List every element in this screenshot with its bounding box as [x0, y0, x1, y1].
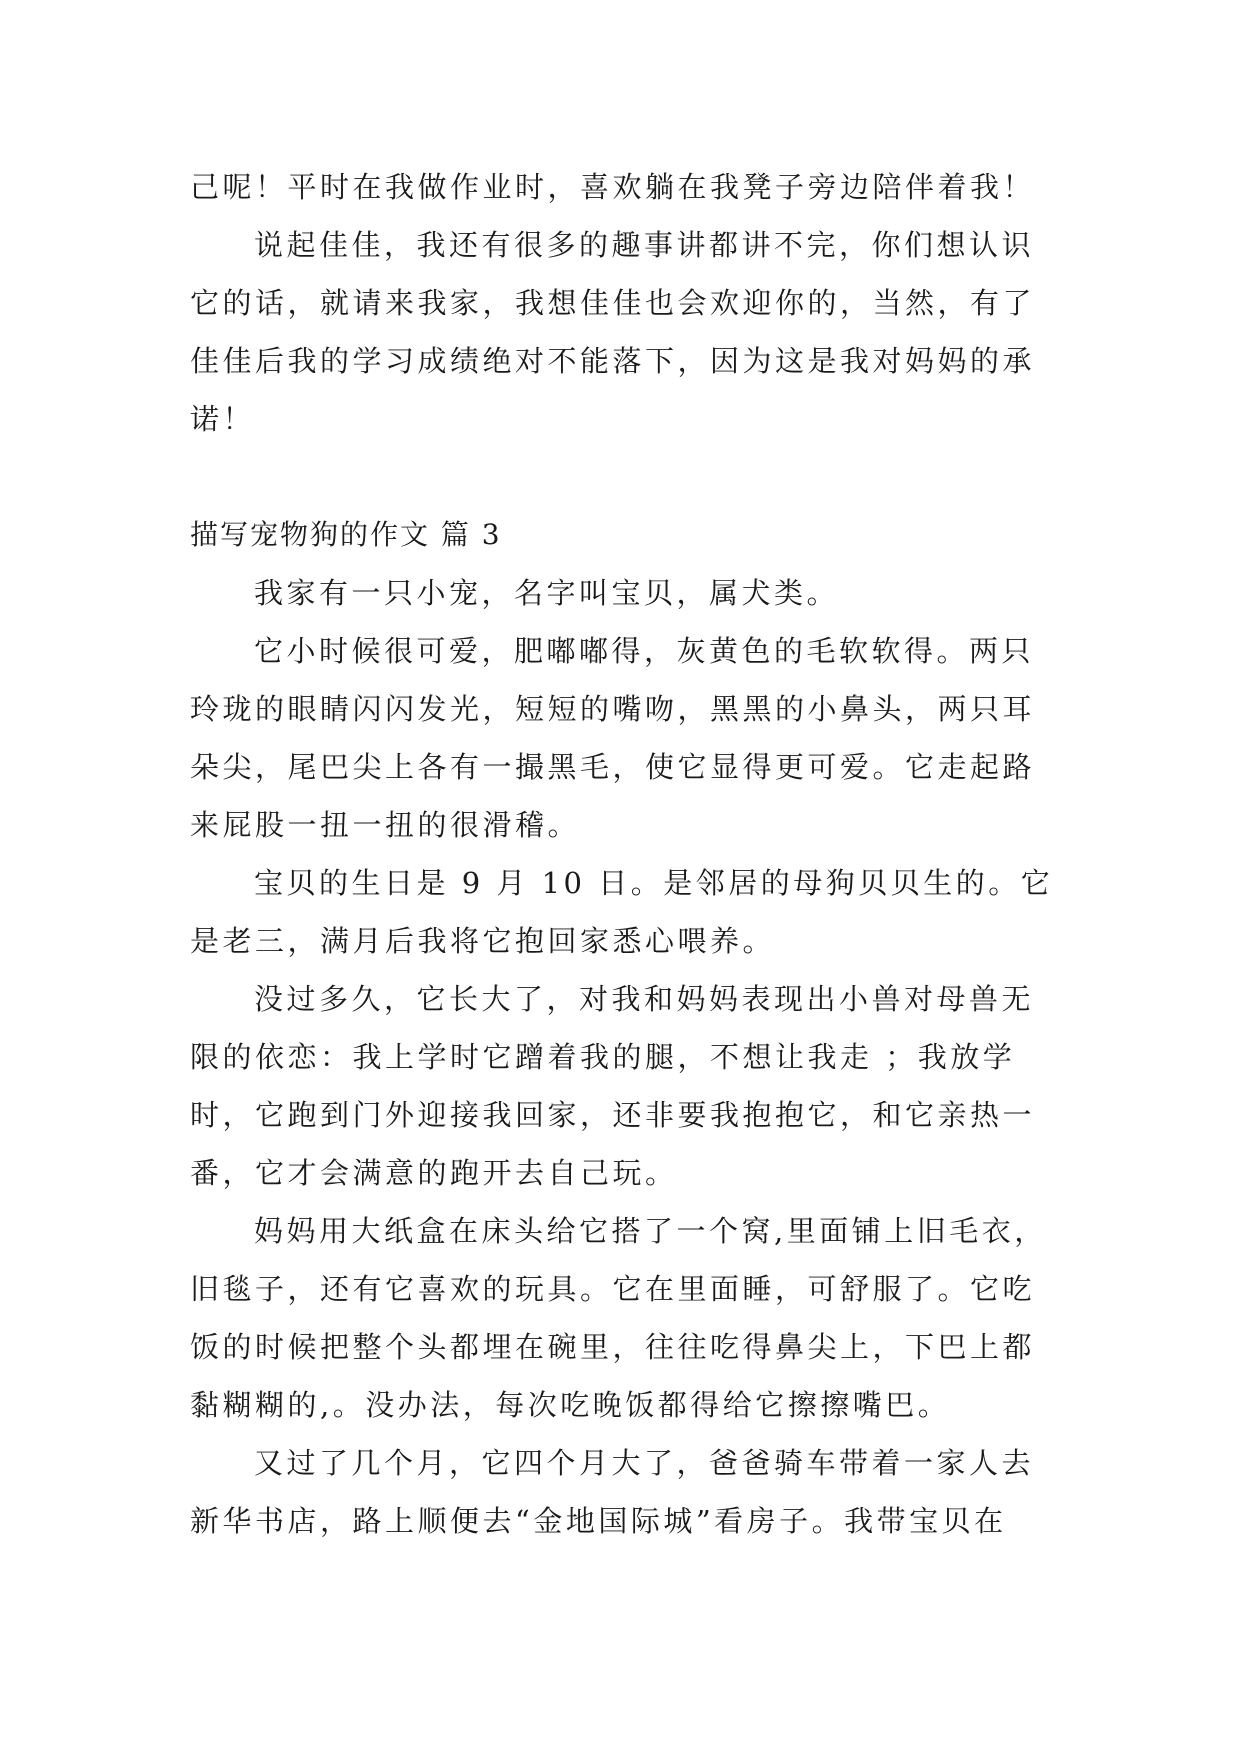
section-title: 描写宠物狗的作文 篇 3 [190, 518, 502, 551]
text-line: 己呢！平时在我做作业时，喜欢躺在我凳子旁边陪伴着我！ [190, 170, 1036, 204]
paragraph-start-line: 说起佳佳，我还有很多的趣事讲都讲不完，你们想认识 [254, 228, 1035, 262]
text-line: 来屁股一扭一扭的很滑稽。 [190, 808, 581, 842]
text-line: 是老三，满月后我将它抱回家悉心喂养。 [190, 924, 776, 958]
paragraph-start-line: 我家有一只小宠，名字叫宝贝，属犬类。 [254, 576, 840, 610]
text-line: 黏糊糊的,。没办法，每次吃晚饭都得给它擦擦嘴巴。 [190, 1388, 951, 1422]
text-line: 时，它跑到门外迎接我回家，还非要我抱抱它，和它亲热一 [190, 1098, 1036, 1132]
text-line: 饭的时候把整个头都埋在碗里，往往吃得鼻尖上，下巴上都 [190, 1330, 1036, 1364]
paragraph-start-line: 妈妈用大纸盒在床头给它搭了一个窝,里面铺上旧毛衣， [254, 1214, 1047, 1248]
text-line: 玲珑的眼睛闪闪发光，短短的嘴吻，黑黑的小鼻头，两只耳 [190, 692, 1036, 726]
text-line: 番，它才会满意的跑开去自己玩。 [190, 1156, 678, 1190]
paragraph-start-line: 又过了几个月，它四个月大了，爸爸骑车带着一家人去 [254, 1446, 1035, 1480]
paragraph-start-line: 宝贝的生日是 9 月 10 日。是邻居的母狗贝贝生的。它 [254, 866, 1054, 900]
text-line: 限的依恋：我上学时它蹭着我的腿，不想让我走 ；我放学 [190, 1040, 1016, 1074]
text-line: 新华书店，路上顺便去“金地国际城”看房子。我带宝贝在 [190, 1504, 1007, 1538]
document-body [190, 158, 1054, 1550]
text-line: 朵尖，尾巴尖上各有一撮黑毛，使它显得更可爱。它走起路 [190, 750, 1036, 784]
paragraph-start-line: 它小时候很可爱，肥嘟嘟得，灰黄色的毛软软得。两只 [254, 634, 1035, 668]
text-line: 旧毯子，还有它喜欢的玩具。它在里面睡，可舒服了。它吃 [190, 1272, 1036, 1306]
paragraph-start-line: 没过多久，它长大了，对我和妈妈表现出小兽对母兽无 [254, 982, 1035, 1016]
text-line: 它的话，就请来我家，我想佳佳也会欢迎你的，当然，有了 [190, 286, 1036, 320]
section-spacer [190, 448, 1050, 506]
text-line: 诺！ [190, 402, 256, 436]
text-line: 佳佳后我的学习成绩绝对不能落下，因为这是我对妈妈的承 [190, 344, 1036, 378]
